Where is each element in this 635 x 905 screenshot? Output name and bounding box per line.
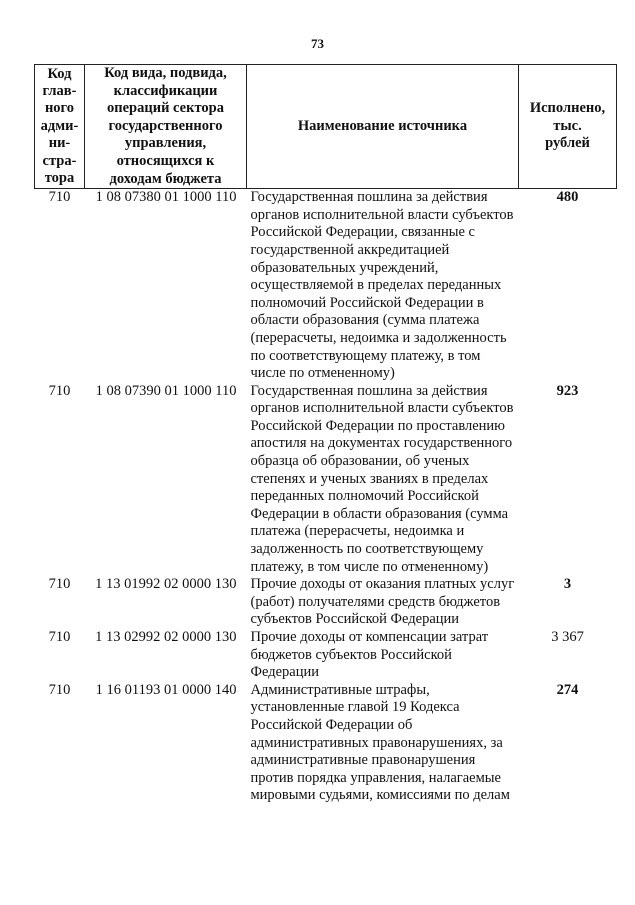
source-name-cell: Государственная пошлина за действия органов исполнительной власти субъектов Российской Федерации по проставлению апостиля на документах государственного образца об образовании, об ученых степенях и ученых званиях в пределах переданных полномочий Российской Федерации в области образования (сумма платежа (перерасчеты, недоимка и задолженность по соответствующему платежу, в том числе по отмененному) [250,382,514,575]
header-line: доходам бюджета [109,170,222,187]
header-line: Исполнено, [529,100,606,117]
amount-cell: 3 [563,576,572,593]
table-row [35,629,617,682]
header-amount [519,65,617,189]
classification-code-cell: 1 16 01193 01 0000 140 [95,681,237,698]
amount-cell: 480 [556,189,579,206]
table-row [35,383,617,577]
header-line: рублей [545,135,590,152]
classification-code-cell: 1 13 02992 02 0000 130 [95,629,237,645]
header-admin-code [35,65,85,189]
source-name-cell: Административные штрафы, установленные главой 19 Кодекса Российской Федерации об административных правонарушениях, за административные правонарушения против порядка управления, налагаемые мировыми судьями, комиссиями по делам [250,681,510,804]
header-line: глав- [42,83,77,100]
admin-code-cell: 710 [48,681,71,698]
header-line: Код вида, подвида, [104,65,227,81]
header-classification-code [85,65,247,189]
revenue-table [34,64,617,805]
table-header [35,65,617,189]
classification-code-cell: 1 08 07380 01 1000 110 [95,189,237,206]
source-name-cell: Государственная пошлина за действия органов исполнительной власти субъектов Российской Федерации, связанные с государственной аккредитацией образовательных учреждений, осуществляемой в пределах переданных полномочий Российской Федерации в области образования (сумма платежа (перерасчеты, недоимка и задолженность по соответствующему платежу, в том числе по отмененному) [250,189,514,382]
amount-cell: 274 [556,681,579,698]
header-line: операций сектора [107,100,224,117]
source-name-cell: Прочие доходы от компенсации затрат бюджетов субъектов Российской Федерации [250,629,489,681]
header-line: тыс. [553,117,582,134]
header-line: классификации [113,82,218,99]
admin-code-cell: 710 [48,189,71,206]
header-line: относящихся к [116,152,215,169]
header-line: Код [47,65,72,82]
header-line: адми- [40,117,79,134]
header-line: тора [44,170,75,187]
classification-code-cell: 1 13 01992 02 0000 130 [95,576,237,593]
header-line: ного [44,100,75,117]
classification-code-cell: 1 08 07390 01 1000 110 [95,382,237,399]
admin-code-cell: 710 [48,629,71,645]
header-line: стра- [42,152,77,169]
table-body [35,189,617,805]
amount-cell: 3 367 [551,629,584,645]
header-line: государственного [108,117,223,134]
header-source-name: Наименование источника [247,65,519,189]
header-line: управления, [124,135,207,152]
table-row [35,189,617,383]
source-name-cell: Прочие доходы от оказания платных услуг (работ) получателями средств бюджетов субъектов Российской Федерации [250,576,515,628]
table-row [35,576,617,629]
amount-cell: 923 [556,382,579,399]
admin-code-cell: 710 [48,382,71,399]
header-line: ни- [48,135,71,152]
table-row [35,682,617,805]
page-number: 73 [311,36,324,51]
admin-code-cell: 710 [48,576,71,593]
